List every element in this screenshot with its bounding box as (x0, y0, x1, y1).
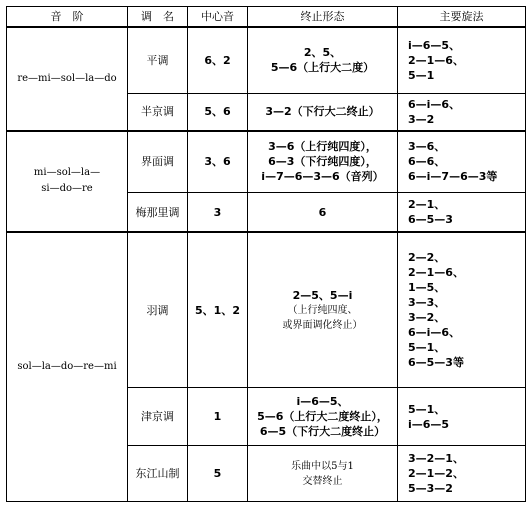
ending-line: i̇—7—6—3—6（音列） (261, 170, 384, 184)
melody-line: 6—i̇—7—6—3等 (408, 170, 498, 184)
scale-cell (7, 131, 128, 233)
mode-name: 界面调 (128, 131, 188, 193)
melody-line: 5—1、 (408, 402, 446, 416)
ending-cell (248, 388, 398, 446)
melody-line: 2—1—6、 (408, 53, 464, 67)
center-notes: 6、2 (188, 27, 248, 93)
center-notes: 5、1、2 (188, 232, 248, 387)
ending-cell (248, 131, 398, 193)
ending-line: 6—5（下行大二度终止） (259, 425, 386, 438)
ending-line: 3—6（上行纯四度）， (268, 140, 377, 154)
melody-line: i̇—6—5 (408, 417, 450, 431)
melody-line: i̇—6—5、 (408, 38, 461, 52)
center-notes: 3、6 (188, 131, 248, 193)
scale-line: si—do—re (41, 183, 93, 195)
melody-cell (398, 446, 526, 502)
table-row (7, 131, 526, 193)
ending-line: 2—5、5—i̇ (292, 288, 353, 302)
melody-line: 2—1—2、 (408, 467, 464, 480)
melody-line: 6—i̇—6、 (408, 97, 461, 111)
melody-line: 3—2 (408, 112, 435, 126)
melody-cell (398, 193, 526, 232)
mode-name: 半京调 (128, 93, 188, 130)
mode-name: 羽调 (128, 232, 188, 387)
melody-line: 6—5—3等 (408, 356, 464, 370)
ending-line: 6—3（下行纯四度）， (268, 155, 377, 169)
header-ending: 终止形态 (248, 7, 398, 28)
melody-line: 6—i̇—6、 (408, 326, 461, 340)
melody-line: 6—5—3 (408, 213, 453, 227)
melody-line: 3—2—1、 (408, 452, 464, 465)
ending-line: 3—2（下行大二终止） (265, 105, 380, 119)
ending-line: （上行纯四度、 (287, 304, 358, 316)
melody-line: 3—2、 (408, 311, 446, 325)
ending-cell (248, 193, 398, 232)
table-row (7, 232, 526, 387)
melody-cell (398, 388, 526, 446)
melody-cell (398, 93, 526, 130)
music-modes-table (6, 6, 526, 502)
center-notes: 5 (188, 446, 248, 502)
mode-name: 东江山制 (128, 446, 188, 502)
ending-cell (248, 27, 398, 93)
melody-line: 5—1 (408, 68, 435, 82)
scale-line: mi—sol—la— (33, 167, 101, 179)
melody-line: 5—1、 (408, 341, 446, 355)
header-mode: 调 名 (128, 7, 188, 28)
melody-line: 5—3—2 (408, 482, 453, 495)
melody-cell (398, 232, 526, 387)
center-notes: 5、6 (188, 93, 248, 130)
ending-line: i̇—6—5、 (296, 395, 349, 408)
mode-name: 津京调 (128, 388, 188, 446)
melody-line: 1—5、 (408, 281, 446, 295)
center-notes: 1 (188, 388, 248, 446)
header-scale: 音 阶 (7, 7, 128, 28)
melody-cell (398, 131, 526, 193)
ending-line: 5—6（上行大二度终止）， (257, 410, 388, 423)
header-melody: 主要旋法 (398, 7, 526, 28)
header-row (7, 7, 526, 28)
ending-line: 交替终止 (302, 475, 343, 487)
ending-line: 5—6（上行大二度） (270, 61, 375, 75)
melody-line: 6—6、 (408, 155, 446, 169)
ending-line: 或界面调化终止） (282, 319, 363, 331)
ending-cell (248, 446, 398, 502)
ending-line: 2、5、 (303, 46, 342, 60)
scale-cell: re—mi—sol—la—do (7, 27, 128, 131)
header-center: 中心音 (188, 7, 248, 28)
ending-line: 6 (318, 205, 327, 219)
center-notes: 3 (188, 193, 248, 232)
mode-name: 平调 (128, 27, 188, 93)
melody-line: 2—2、 (408, 251, 446, 265)
ending-cell (248, 93, 398, 130)
melody-line: 2—1、 (408, 198, 446, 212)
table-row (7, 27, 526, 93)
melody-cell (398, 27, 526, 93)
mode-name: 梅那里调 (128, 193, 188, 232)
scale-cell: sol—la—do—re—mi (7, 232, 128, 501)
melody-line: 3—6、 (408, 140, 446, 154)
melody-line: 3—3、 (408, 296, 446, 310)
melody-line: 2—1—6、 (408, 266, 464, 280)
ending-cell (248, 232, 398, 387)
ending-line: 乐曲中以5与1 (291, 460, 354, 472)
